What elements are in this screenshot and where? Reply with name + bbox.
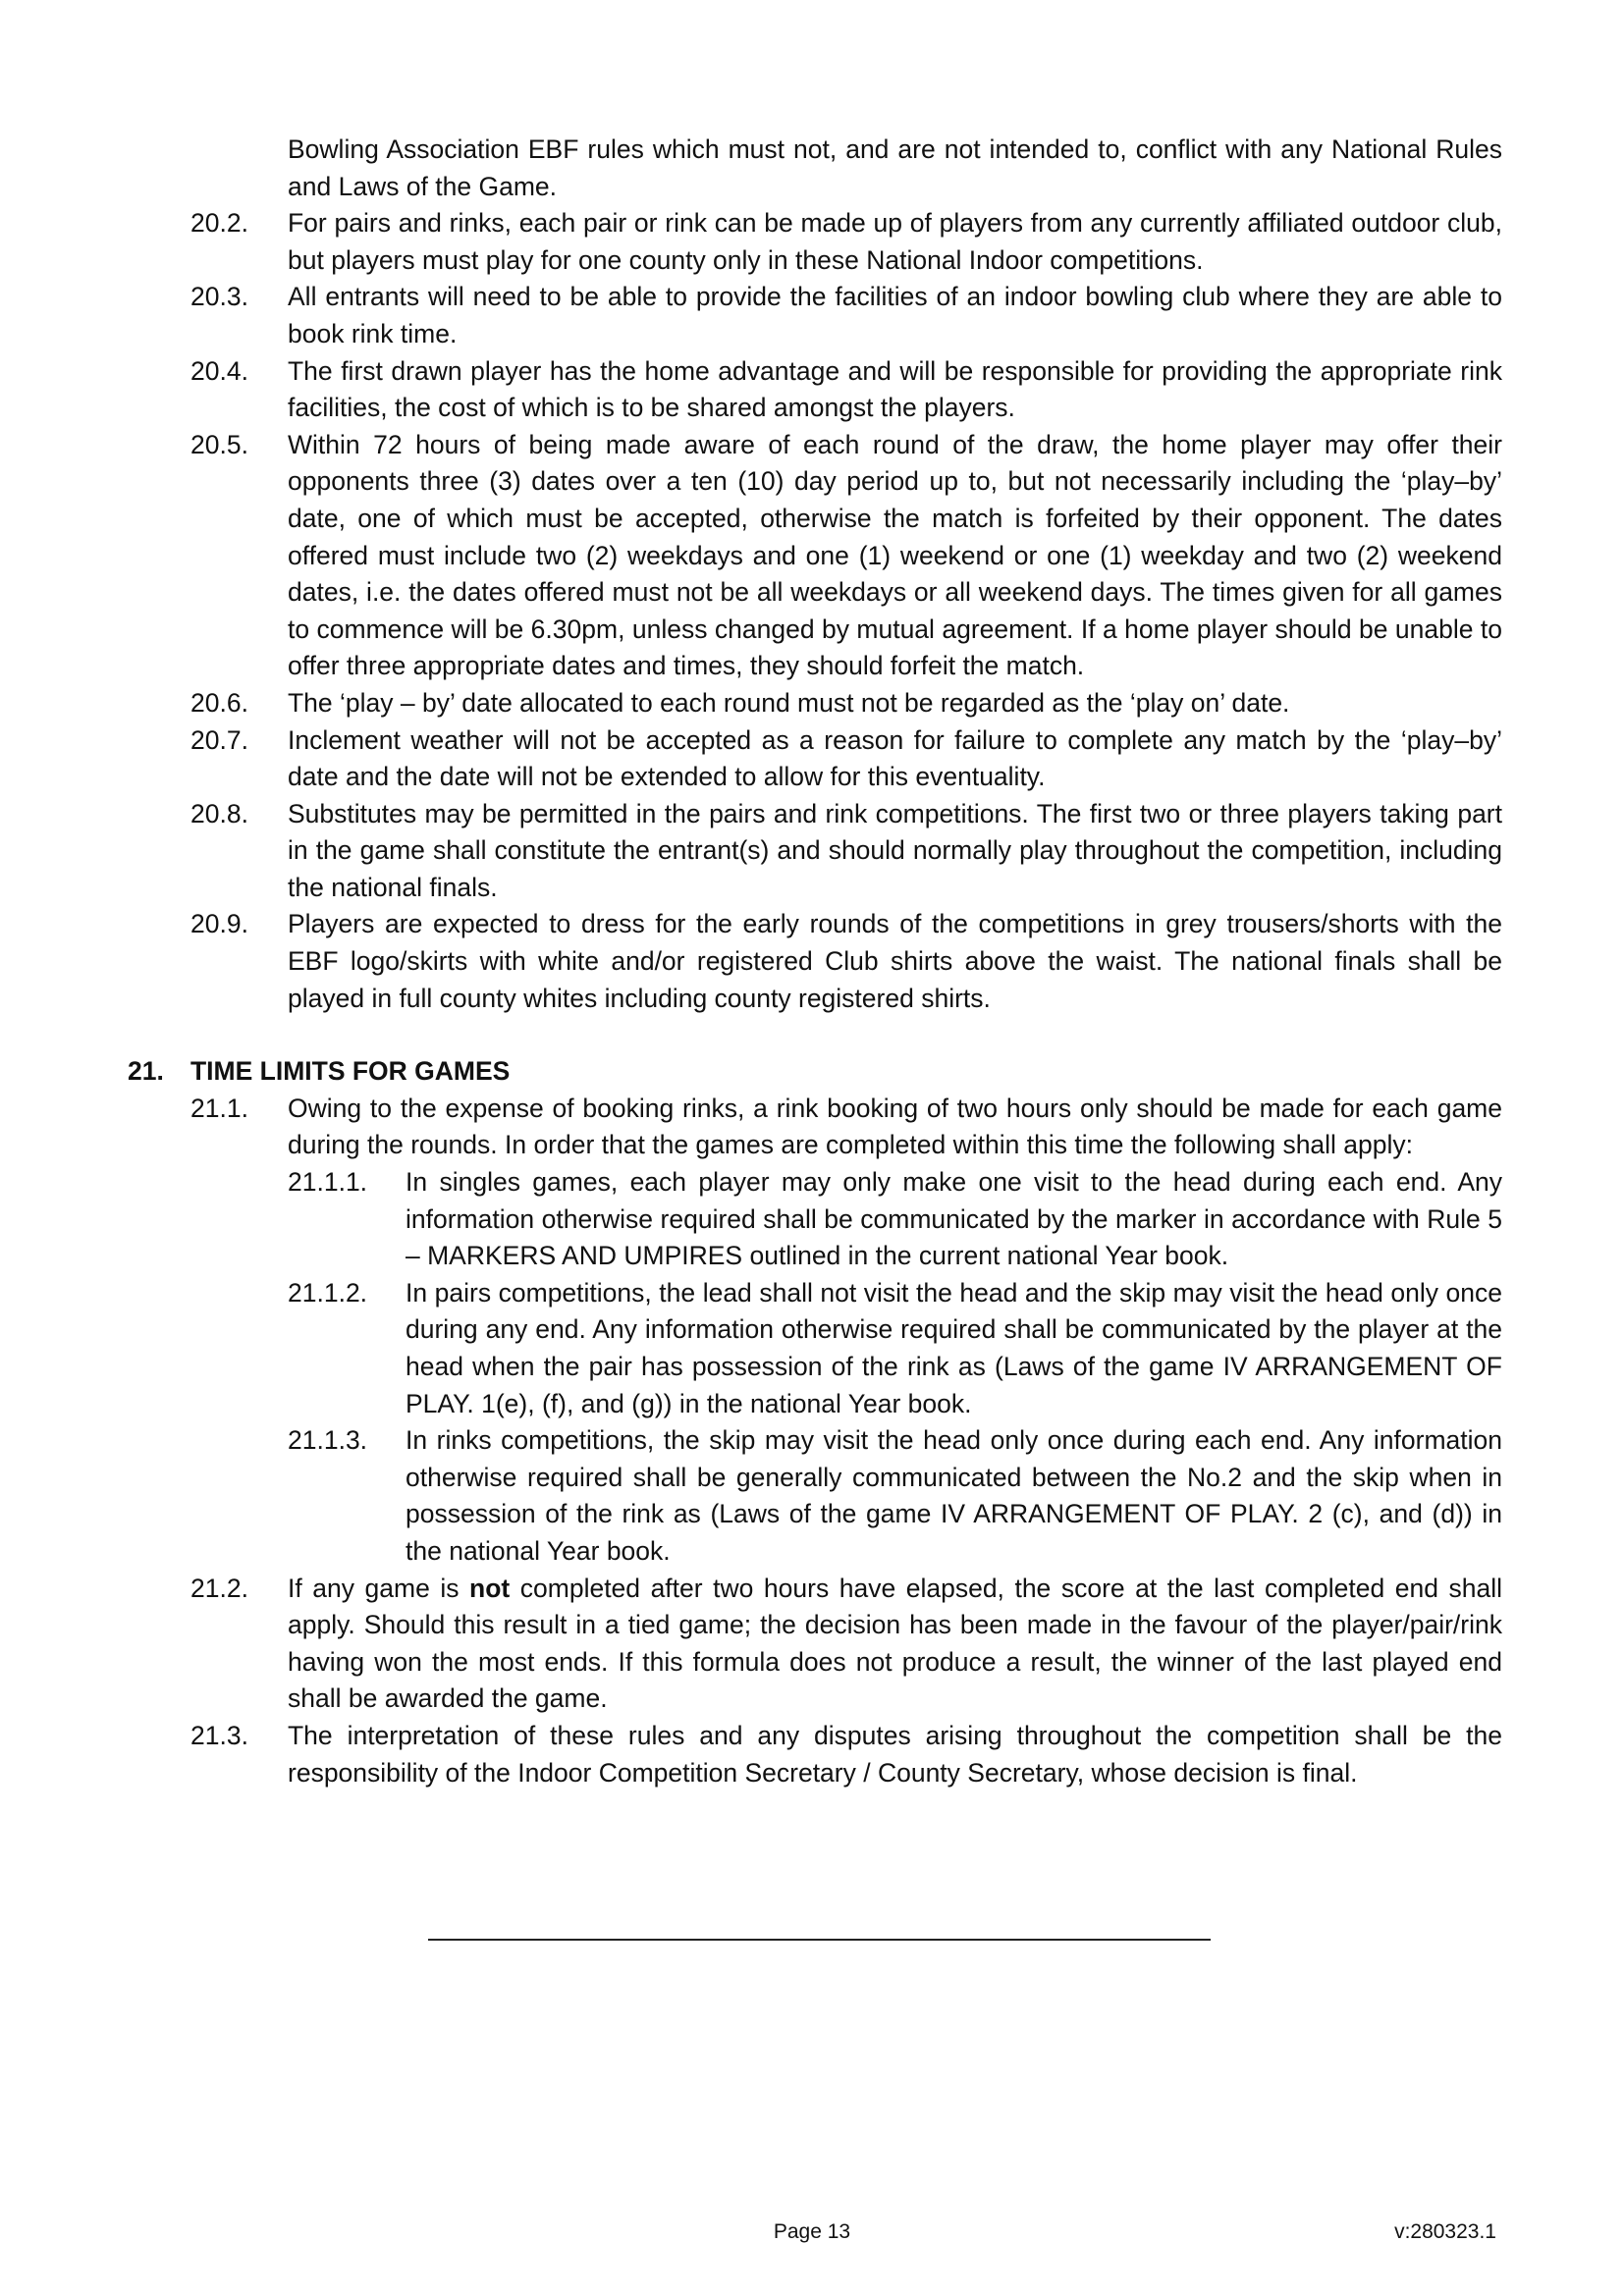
rule-number: 20.8. bbox=[190, 798, 248, 828]
rule-item-21-3 bbox=[128, 1718, 1502, 1791]
rule-number: 20.6. bbox=[190, 687, 248, 718]
rule-number: 20.4. bbox=[190, 355, 248, 386]
rule-item-20-9 bbox=[128, 906, 1502, 1017]
rule-text-part: If any game is bbox=[288, 1573, 470, 1603]
rule-text-part: completed after two hours have elapsed, the score at the last completed end shall apply. Should this result in a tied game; the decision has been made in the favour of the player/pair/rink having won the most ends. If this formula does not produce a result, the winner of the last played end shall be awarded the game. bbox=[288, 1573, 1502, 1714]
rule-number: 21.1. bbox=[190, 1093, 248, 1123]
rule-item-20-7 bbox=[128, 722, 1502, 796]
rule-number: 21.3. bbox=[190, 1720, 248, 1750]
section-number: 21. bbox=[128, 1056, 164, 1087]
continued-paragraph bbox=[128, 132, 1502, 205]
section-title: TIME LIMITS FOR GAMES bbox=[190, 1056, 511, 1087]
rule-item-20-2 bbox=[128, 205, 1502, 279]
end-divider-line bbox=[428, 1939, 1211, 1941]
rule-item-20-4 bbox=[128, 353, 1502, 427]
rule-text-emphasis: not bbox=[469, 1573, 511, 1603]
page-number: Page 13 bbox=[773, 2220, 851, 2243]
rule-text: In pairs competitions, the lead shall not visit the head and the skip may visit the head only once during any end. Any information otherwise required shall be communicated by the player at the head when the pair has possession of the rink as (Laws of the game IV ARRANGEMENT OF PLAY. 1(e), (f), and (g)) in the national Year book. bbox=[406, 1277, 1502, 1418]
rule-text: The first drawn player has the home advantage and will be responsible for providing the appropriate rink facilities, the cost of which is to be shared amongst the players. bbox=[288, 355, 1502, 423]
rule-item-20-5 bbox=[128, 427, 1502, 685]
rule-number: 21.1.2. bbox=[288, 1277, 368, 1308]
rule-text: The ‘play – by’ date allocated to each round must not be regarded as the ‘play on’ date. bbox=[288, 687, 1290, 718]
rule-text: Players are expected to dress for the early rounds of the competitions in grey trousers/shorts with the EBF logo/skirts with white and/or registered Club shirts above the waist. The national finals shall be played in full county whites including county registered shirts. bbox=[288, 909, 1502, 1013]
rule-text: All entrants will need to be able to provide the facilities of an indoor bowling club where they are able to book rink time. bbox=[288, 282, 1502, 348]
rule-number: 20.7. bbox=[190, 724, 248, 755]
rule-text: Inclement weather will not be accepted as a reason for failure to complete any match by the ‘play–by’ date and the date will not be extended to allow for this eventuality. bbox=[288, 724, 1502, 792]
version-label: v:280323.1 bbox=[1394, 2220, 1496, 2243]
rule-number: 21.1.3. bbox=[288, 1425, 368, 1456]
rule-item-21-1-3 bbox=[128, 1422, 1502, 1570]
rule-text: In singles games, each player may only make one visit to the head during each end. Any information otherwise required shall be communicated by the marker in accordance with Rule 5 – MARKERS AND UMPIRES outlined in the current national Year book. bbox=[406, 1167, 1502, 1271]
rule-text bbox=[288, 1571, 1502, 1718]
rule-item-21-2 bbox=[128, 1571, 1502, 1718]
rule-number: 20.9. bbox=[190, 909, 248, 939]
rule-text: For pairs and rinks, each pair or rink can be made up of players from any currently affiliated outdoor club, but players must play for one county only in these National Indoor competitions. bbox=[288, 208, 1502, 275]
rule-item-20-6 bbox=[128, 685, 1502, 722]
rule-item-21-1-2 bbox=[128, 1275, 1502, 1422]
rule-text: Substitutes may be permitted in the pairs and rink competitions. The first two or three players taking part in the game shall constitute the entrant(s) and should normally play throughout the competition, including the national finals. bbox=[288, 798, 1502, 902]
rule-number: 20.3. bbox=[190, 282, 248, 312]
rule-item-20-3 bbox=[128, 279, 1502, 352]
document-body bbox=[128, 132, 1502, 1791]
rule-text: In rinks competitions, the skip may visit the head only once during each end. Any information otherwise required shall be generally communicated between the No.2 and the skip when in possession of the rink as (Laws of the game IV ARRANGEMENT OF PLAY. 2 (c), and (d)) in the national Year book. bbox=[406, 1425, 1502, 1566]
rule-number: 21.2. bbox=[190, 1573, 248, 1603]
section-heading-21 bbox=[128, 1053, 1502, 1091]
rule-number: 20.2. bbox=[190, 208, 248, 239]
rule-item-21-1 bbox=[128, 1091, 1502, 1164]
paragraph-text: Bowling Association EBF rules which must not, and are not intended to, conflict with any National Rules and Laws of the Game. bbox=[288, 134, 1502, 201]
rule-text: Within 72 hours of being made aware of each round of the draw, the home player may offer their opponents three (3) dates over a ten (10) day period up to, but not necessarily including the ‘play–by’ date, one of which must be accepted, otherwise the match is forfeited by their opponent. The dates offered must include two (2) weekdays and one (1) weekend or one (1) weekday and two (2) weekend dates, i.e. the dates offered must not be all weekdays or all weekend days. The times given for all games to commence will be 6.30pm, unless changed by mutual agreement. If a home player should be unable to offer three appropriate dates and times, they should forfeit the match. bbox=[288, 429, 1502, 681]
rule-item-20-8 bbox=[128, 796, 1502, 907]
rule-text: The interpretation of these rules and any disputes arising throughout the competition shall be the responsibility of the Indoor Competition Secretary / County Secretary, whose decision is final. bbox=[288, 1720, 1502, 1788]
rule-number: 20.5. bbox=[190, 429, 248, 459]
rule-text: Owing to the expense of booking rinks, a rink booking of two hours only should be made for each game during the rounds. In order that the games are completed within this time the following shall apply: bbox=[288, 1093, 1502, 1160]
rule-item-21-1-1 bbox=[128, 1164, 1502, 1275]
rule-number: 21.1.1. bbox=[288, 1167, 368, 1198]
